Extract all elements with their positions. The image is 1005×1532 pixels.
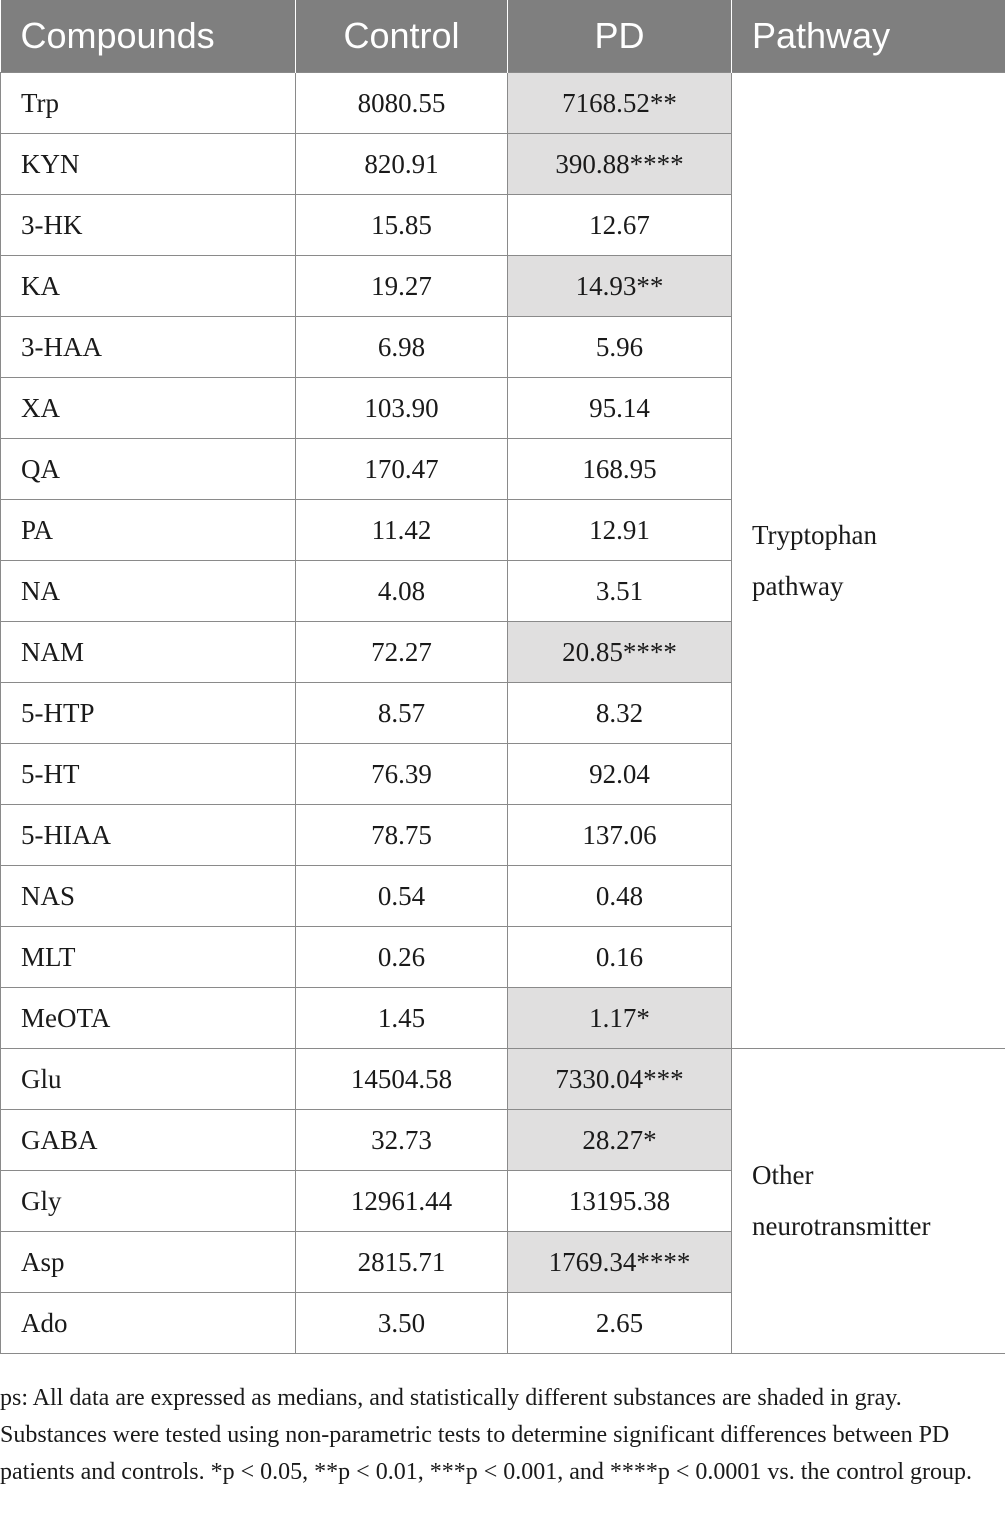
control-value: 8.57: [296, 683, 508, 744]
pd-value: 13195.38: [508, 1171, 732, 1232]
header-row: [1, 0, 1005, 73]
pd-value: 12.67: [508, 195, 732, 256]
compound-name: PA: [1, 500, 296, 561]
table-row: [1, 1049, 1005, 1110]
pd-value: 0.16: [508, 927, 732, 988]
compound-name: 3-HAA: [1, 317, 296, 378]
control-value: 72.27: [296, 622, 508, 683]
control-value: 6.98: [296, 317, 508, 378]
pd-value-significant: 28.27*: [508, 1110, 732, 1171]
table-body: [1, 73, 1005, 1354]
control-value: 32.73: [296, 1110, 508, 1171]
control-value: 19.27: [296, 256, 508, 317]
control-value: 3.50: [296, 1293, 508, 1354]
control-value: 12961.44: [296, 1171, 508, 1232]
table-header: [1, 0, 1005, 73]
control-value: 11.42: [296, 500, 508, 561]
control-value: 0.26: [296, 927, 508, 988]
pathway-cell: [732, 73, 1005, 1049]
compound-name: Gly: [1, 1171, 296, 1232]
pathway-label-line2: neurotransmitter: [752, 1211, 931, 1241]
compound-name: 3-HK: [1, 195, 296, 256]
header-pd: PD: [508, 0, 732, 73]
pd-value: 92.04: [508, 744, 732, 805]
pathway-cell: [732, 1049, 1005, 1354]
pd-value: 5.96: [508, 317, 732, 378]
control-value: 4.08: [296, 561, 508, 622]
control-value: 0.54: [296, 866, 508, 927]
compound-name: KA: [1, 256, 296, 317]
pd-value: 3.51: [508, 561, 732, 622]
compound-name: KYN: [1, 134, 296, 195]
control-value: 170.47: [296, 439, 508, 500]
compound-name: Glu: [1, 1049, 296, 1110]
compound-name: Trp: [1, 73, 296, 134]
header-pathway: Pathway: [732, 0, 1005, 73]
compound-name: QA: [1, 439, 296, 500]
compound-name: NA: [1, 561, 296, 622]
compound-name: GABA: [1, 1110, 296, 1171]
compound-name: Ado: [1, 1293, 296, 1354]
control-value: 2815.71: [296, 1232, 508, 1293]
pd-value-significant: 390.88****: [508, 134, 732, 195]
table-row: [1, 73, 1005, 134]
pathway-label-line1: Tryptophan: [752, 519, 878, 550]
pd-value: 95.14: [508, 378, 732, 439]
compound-name: MLT: [1, 927, 296, 988]
pd-value: 168.95: [508, 439, 732, 500]
control-value: 76.39: [296, 744, 508, 805]
control-value: 1.45: [296, 988, 508, 1049]
pd-value: 137.06: [508, 805, 732, 866]
compound-name: MeOTA: [1, 988, 296, 1049]
pd-value-significant: 7168.52**: [508, 73, 732, 134]
compound-name: NAM: [1, 622, 296, 683]
control-value: 820.91: [296, 134, 508, 195]
table-footnote: ps: All data are expressed as medians, and statistically different substances are shaded in gray. Substances were tested using non-parametric tests to determine significant differences between PD patients and controls. *p < 0.05, **p < 0.01, ***p < 0.001, and ****p < 0.0001 vs. the control group.: [0, 1385, 973, 1485]
control-value: 15.85: [296, 195, 508, 256]
pathway-label-line2: pathway: [752, 570, 844, 601]
control-value: 78.75: [296, 805, 508, 866]
pd-value: 8.32: [508, 683, 732, 744]
pd-value-significant: 7330.04***: [508, 1049, 732, 1110]
pd-value-significant: 1769.34****: [508, 1232, 732, 1293]
control-value: 8080.55: [296, 73, 508, 134]
pd-value-significant: 14.93**: [508, 256, 732, 317]
compound-name: 5-HT: [1, 744, 296, 805]
compound-name: XA: [1, 378, 296, 439]
pd-value-significant: 20.85****: [508, 622, 732, 683]
compound-name: Asp: [1, 1232, 296, 1293]
pathway-label-line1: Other: [752, 1160, 814, 1190]
pd-value-significant: 1.17*: [508, 988, 732, 1049]
pd-value: 2.65: [508, 1293, 732, 1354]
pd-value: 12.91: [508, 500, 732, 561]
compound-name: 5-HIAA: [1, 805, 296, 866]
compound-name: NAS: [1, 866, 296, 927]
pd-value: 0.48: [508, 866, 732, 927]
header-control: Control: [296, 0, 508, 73]
control-value: 103.90: [296, 378, 508, 439]
control-value: 14504.58: [296, 1049, 508, 1110]
header-compounds: Compounds: [1, 0, 296, 73]
compound-name: 5-HTP: [1, 683, 296, 744]
